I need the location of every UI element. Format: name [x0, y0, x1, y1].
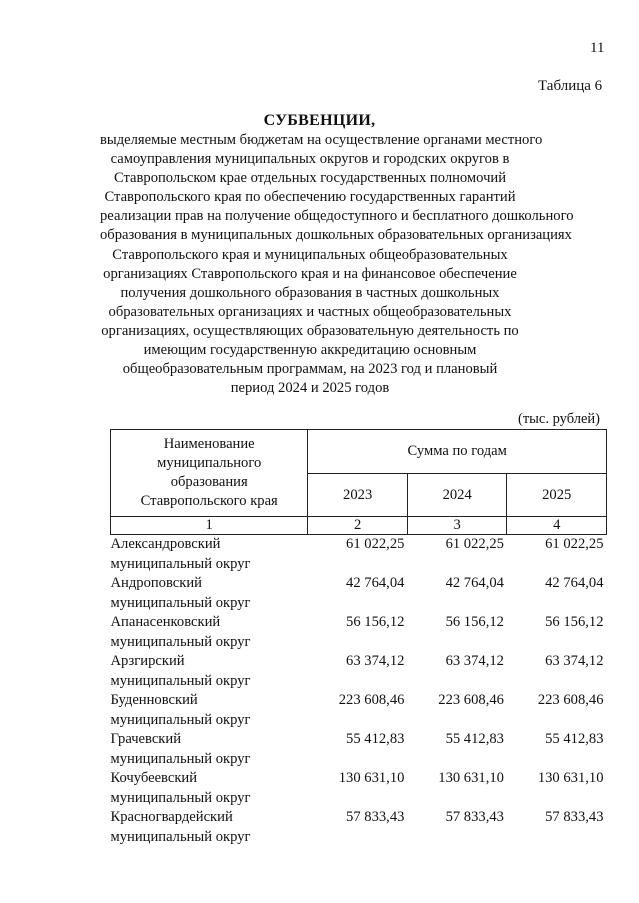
- header-municipality: [111, 430, 308, 517]
- amount-2023: 130 631,10: [338, 770, 405, 786]
- municipality-name-line: Александровский: [110, 536, 221, 552]
- municipality-name: [111, 574, 308, 613]
- column-numbers-row: [111, 517, 607, 535]
- municipality-name-line: муниципальный округ: [110, 594, 251, 611]
- header-name-line: муниципального: [157, 455, 262, 471]
- subtitle-line: организациях Ставропольского края и на финансовое обеспечение: [103, 265, 517, 282]
- subtitle-line: образования в муниципальных дошкольных образовательных организациях: [100, 227, 572, 244]
- table-row: [111, 769, 607, 808]
- column-number: 3: [407, 517, 507, 535]
- amount-2023: 42 764,04: [346, 575, 405, 591]
- amount-2025: 56 156,12: [545, 614, 604, 630]
- column-number: 2: [308, 517, 408, 535]
- header-year-2023: 2023: [308, 474, 408, 517]
- subtitle-line: Ставропольского края и муниципальных общеобразовательных: [112, 246, 508, 263]
- subtitle-line: период 2024 и 2025 годов: [230, 380, 390, 397]
- municipality-name-line: муниципальный округ: [110, 633, 251, 650]
- municipality-name-line: муниципальный округ: [110, 711, 251, 728]
- table-row: [111, 691, 607, 730]
- amount-2025: 57 833,43: [545, 809, 604, 825]
- header-name-line: образования: [170, 474, 248, 490]
- municipality-name-line: муниципальный округ: [110, 555, 251, 572]
- subventions-table: [110, 429, 607, 847]
- table-row: [111, 574, 607, 613]
- municipality-name-line: муниципальный округ: [110, 828, 251, 845]
- subtitle-line: реализации прав на получение общедоступного и бесплатного дошкольного: [100, 208, 574, 225]
- amount-2024: 55 412,83: [445, 731, 504, 747]
- table-row: [111, 535, 607, 575]
- municipality-name: [111, 730, 308, 769]
- subtitle-line: Ставропольского края по обеспечению государственных гарантий: [104, 189, 516, 206]
- header-name-line: Наименование: [163, 436, 255, 452]
- amount-2023: 56 156,12: [346, 614, 405, 630]
- subtitle-line: Ставропольском крае отдельных государственных полномочий: [113, 170, 507, 187]
- document-subtitle: [100, 131, 574, 398]
- subtitle-line: имеющим государственную аккредитацию основным: [143, 342, 477, 359]
- municipality-name-line: муниципальный округ: [110, 672, 251, 689]
- column-number: 4: [507, 517, 607, 535]
- municipality-name-line: Апанасенковский: [110, 614, 221, 630]
- amount-2025: 42 764,04: [545, 575, 604, 591]
- amount-2024: 57 833,43: [445, 809, 504, 825]
- municipality-name-line: Красногвардейский: [110, 809, 233, 825]
- header-year-2024: 2024: [407, 474, 507, 517]
- column-number: 1: [111, 517, 308, 535]
- amount-2025: 55 412,83: [545, 731, 604, 747]
- amount-2023: 55 412,83: [346, 731, 405, 747]
- table-row: [111, 613, 607, 652]
- municipality-name: [111, 613, 308, 652]
- amount-2023: 223 608,46: [338, 692, 405, 708]
- municipality-name: [111, 652, 308, 691]
- subtitle-line: организациях, осуществляющих образовательную деятельность по: [101, 322, 519, 339]
- table-row: [111, 808, 607, 847]
- subtitle-line: получения дошкольного образования в частных дошкольных: [120, 284, 500, 301]
- amount-2025: 63 374,12: [545, 653, 604, 669]
- units-label: (тыс. рублей): [518, 411, 600, 427]
- amount-2024: 56 156,12: [445, 614, 504, 630]
- page-number: 11: [590, 40, 605, 56]
- subtitle-line: образовательных организациях и частных общеобразовательных: [108, 303, 512, 320]
- document-title: СУБВЕНЦИИ,: [263, 112, 376, 129]
- subtitle-line: общеобразовательным программам, на 2023 год и плановый: [122, 361, 498, 378]
- amount-2023: 57 833,43: [346, 809, 405, 825]
- amount-2025: 223 608,46: [537, 692, 604, 708]
- amount-2024: 42 764,04: [445, 575, 504, 591]
- amount-2025: 130 631,10: [537, 770, 604, 786]
- amount-2024: 223 608,46: [438, 692, 504, 708]
- subtitle-line: самоуправления муниципальных округов и городских округов в: [110, 151, 510, 168]
- municipality-name-line: Грачевский: [110, 731, 182, 747]
- amount-2024: 63 374,12: [445, 653, 504, 669]
- municipality-name: [111, 691, 308, 730]
- header-sum-by-years: Сумма по годам: [308, 430, 607, 474]
- amount-2024: 61 022,25: [445, 536, 504, 552]
- amount-2023: 63 374,12: [346, 653, 405, 669]
- municipality-name-line: Буденновский: [110, 692, 198, 708]
- municipality-name-line: Арзгирский: [110, 653, 185, 669]
- amount-2024: 130 631,10: [438, 770, 504, 786]
- municipality-name-line: Кочубеевский: [110, 770, 198, 786]
- amount-2025: 61 022,25: [545, 536, 604, 552]
- header-year-2025: 2025: [507, 474, 607, 517]
- header-name-line: Ставропольского края: [140, 493, 278, 509]
- municipality-name: [111, 808, 308, 847]
- table-row: [111, 652, 607, 691]
- municipality-name-line: Андроповский: [110, 575, 202, 591]
- municipality-name-line: муниципальный округ: [110, 750, 251, 767]
- municipality-name: [111, 769, 308, 808]
- municipality-name: [111, 535, 308, 575]
- table-row: [111, 730, 607, 769]
- table-label: Таблица 6: [538, 78, 603, 94]
- amount-2023: 61 022,25: [346, 536, 405, 552]
- subtitle-line: выделяемые местным бюджетам на осуществление органами местного: [100, 132, 543, 148]
- municipality-name-line: муниципальный округ: [110, 789, 251, 806]
